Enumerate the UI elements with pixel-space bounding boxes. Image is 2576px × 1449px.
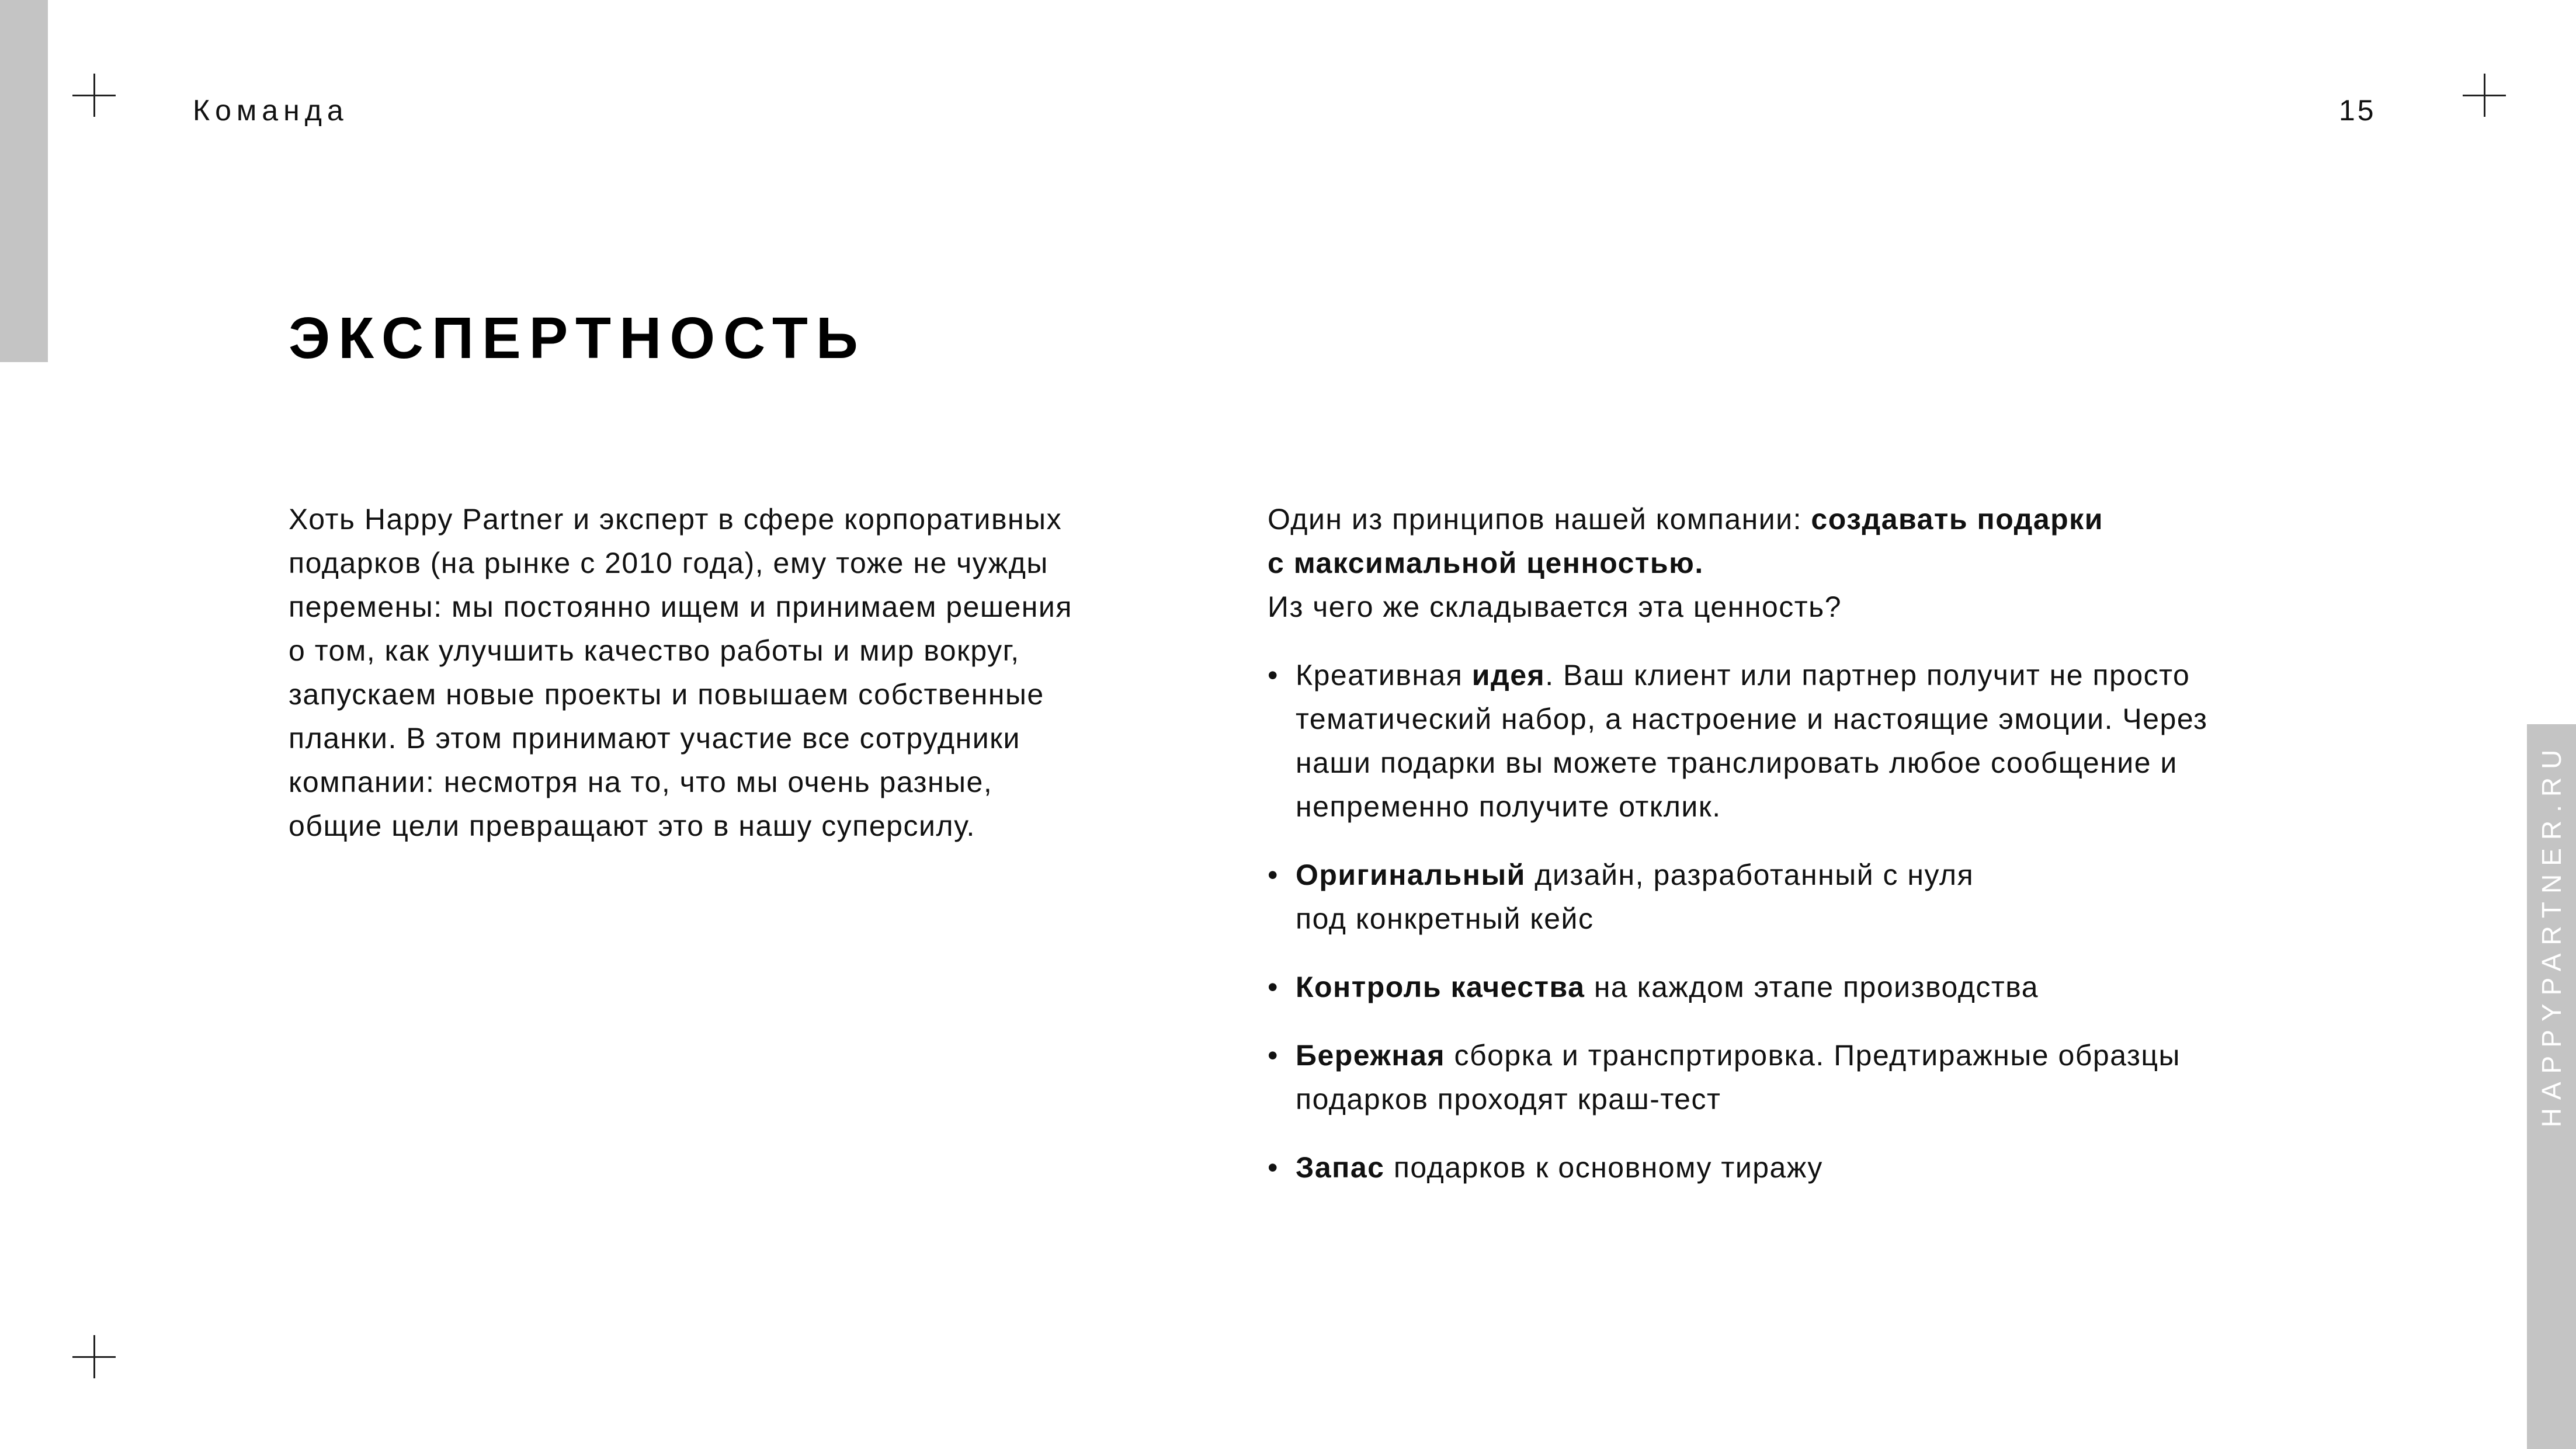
page-title: ЭКСПЕРТНОСТЬ xyxy=(289,305,866,371)
bullet-icon: • xyxy=(1268,971,1279,1003)
bullet-bold: Контроль качества xyxy=(1296,971,1585,1003)
crosshair-bottom-left-icon xyxy=(72,1335,116,1378)
crosshair-top-right-icon xyxy=(2463,74,2506,117)
bullet-first-line xyxy=(1296,1034,2512,1078)
bullet-item-design xyxy=(1268,853,2512,941)
bullet-line: наши подарки вы можете транслировать любое сообщение и xyxy=(1296,746,2178,779)
intro-bold-line: с максимальной ценностью. xyxy=(1268,547,1704,579)
left-text-line: о том, как улучшить качество работы и мир вокруг, xyxy=(289,634,1020,667)
left-text-line: перемены: мы постоянно ищем и принимаем решения xyxy=(289,590,1072,623)
left-text-line: компании: несмотря на то, что мы очень разные, xyxy=(289,766,993,798)
bullet-first-line xyxy=(1296,654,2512,697)
bullet-rest: сборка и транспртировка. Предтиражные образцы xyxy=(1445,1039,2181,1072)
bullet-bold: идея xyxy=(1471,659,1546,692)
bullet-first-line xyxy=(1296,965,2512,1009)
intro-question-line: Из чего же складывается эта ценность? xyxy=(1268,590,1842,623)
bullet-item-reserve xyxy=(1268,1146,2512,1190)
site-url-vertical: HAPPYPARTNER.RU xyxy=(2536,741,2567,1128)
bullet-item-idea xyxy=(1268,654,2512,829)
bullet-bold: Оригинальный xyxy=(1296,859,1526,891)
bullet-bold: Запас xyxy=(1296,1151,1385,1184)
bullet-item-careful xyxy=(1268,1034,2512,1121)
right-text-column xyxy=(1268,498,2512,1214)
page-number: 15 xyxy=(2339,94,2376,127)
bullet-item-quality xyxy=(1268,965,2512,1009)
bullet-rest: дизайн, разработанный с нуля xyxy=(1525,859,1974,891)
bullet-first-line xyxy=(1296,1146,2512,1190)
bullet-line: тематический набор, а настроение и настоящие эмоции. Через xyxy=(1296,703,2208,735)
left-text-line: планки. В этом принимают участие все сотрудники xyxy=(289,722,1020,755)
left-text-line: Хоть Happy Partner и эксперт в сфере корпоративных xyxy=(289,503,1063,536)
bullet-bold: Бережная xyxy=(1296,1039,1446,1072)
section-label: Команда xyxy=(193,94,349,127)
bullet-first-line xyxy=(1296,853,2512,897)
intro-regular-text: Один из принципов нашей компании: xyxy=(1268,503,1811,536)
left-text-line: запускаем новые проекты и повышаем собственные xyxy=(289,678,1044,711)
left-text-line: общие цели превращают это в нашу суперсилу. xyxy=(289,809,975,842)
left-text-column xyxy=(289,498,1235,848)
bullet-line: под конкретный кейс xyxy=(1296,902,1594,935)
value-bullet-list xyxy=(1268,654,2512,1190)
left-accent-bar xyxy=(0,0,48,362)
bullet-icon: • xyxy=(1268,1151,1279,1184)
bullet-rest: подарков к основному тиражу xyxy=(1384,1151,1823,1184)
bullet-line: непременно получите отклик. xyxy=(1296,790,1721,823)
bullet-rest: на каждом этапе производства xyxy=(1585,971,2039,1003)
intro-line xyxy=(1268,498,2512,541)
bullet-prefix: Креативная xyxy=(1296,659,1472,692)
bullet-rest: . Ваш клиент или партнер получит не просто xyxy=(1545,659,2190,692)
left-text-line: подарков (на рынке с 2010 года), ему тоже не чужды xyxy=(289,547,1049,579)
crosshair-top-left-icon xyxy=(72,74,116,117)
bullet-icon: • xyxy=(1268,659,1279,692)
intro-bold-text: создавать подарки xyxy=(1811,503,2103,536)
bullet-line: подарков проходят краш-тест xyxy=(1296,1083,1721,1116)
intro-block xyxy=(1268,498,2512,629)
bullet-icon: • xyxy=(1268,859,1279,891)
bullet-icon: • xyxy=(1268,1039,1279,1072)
